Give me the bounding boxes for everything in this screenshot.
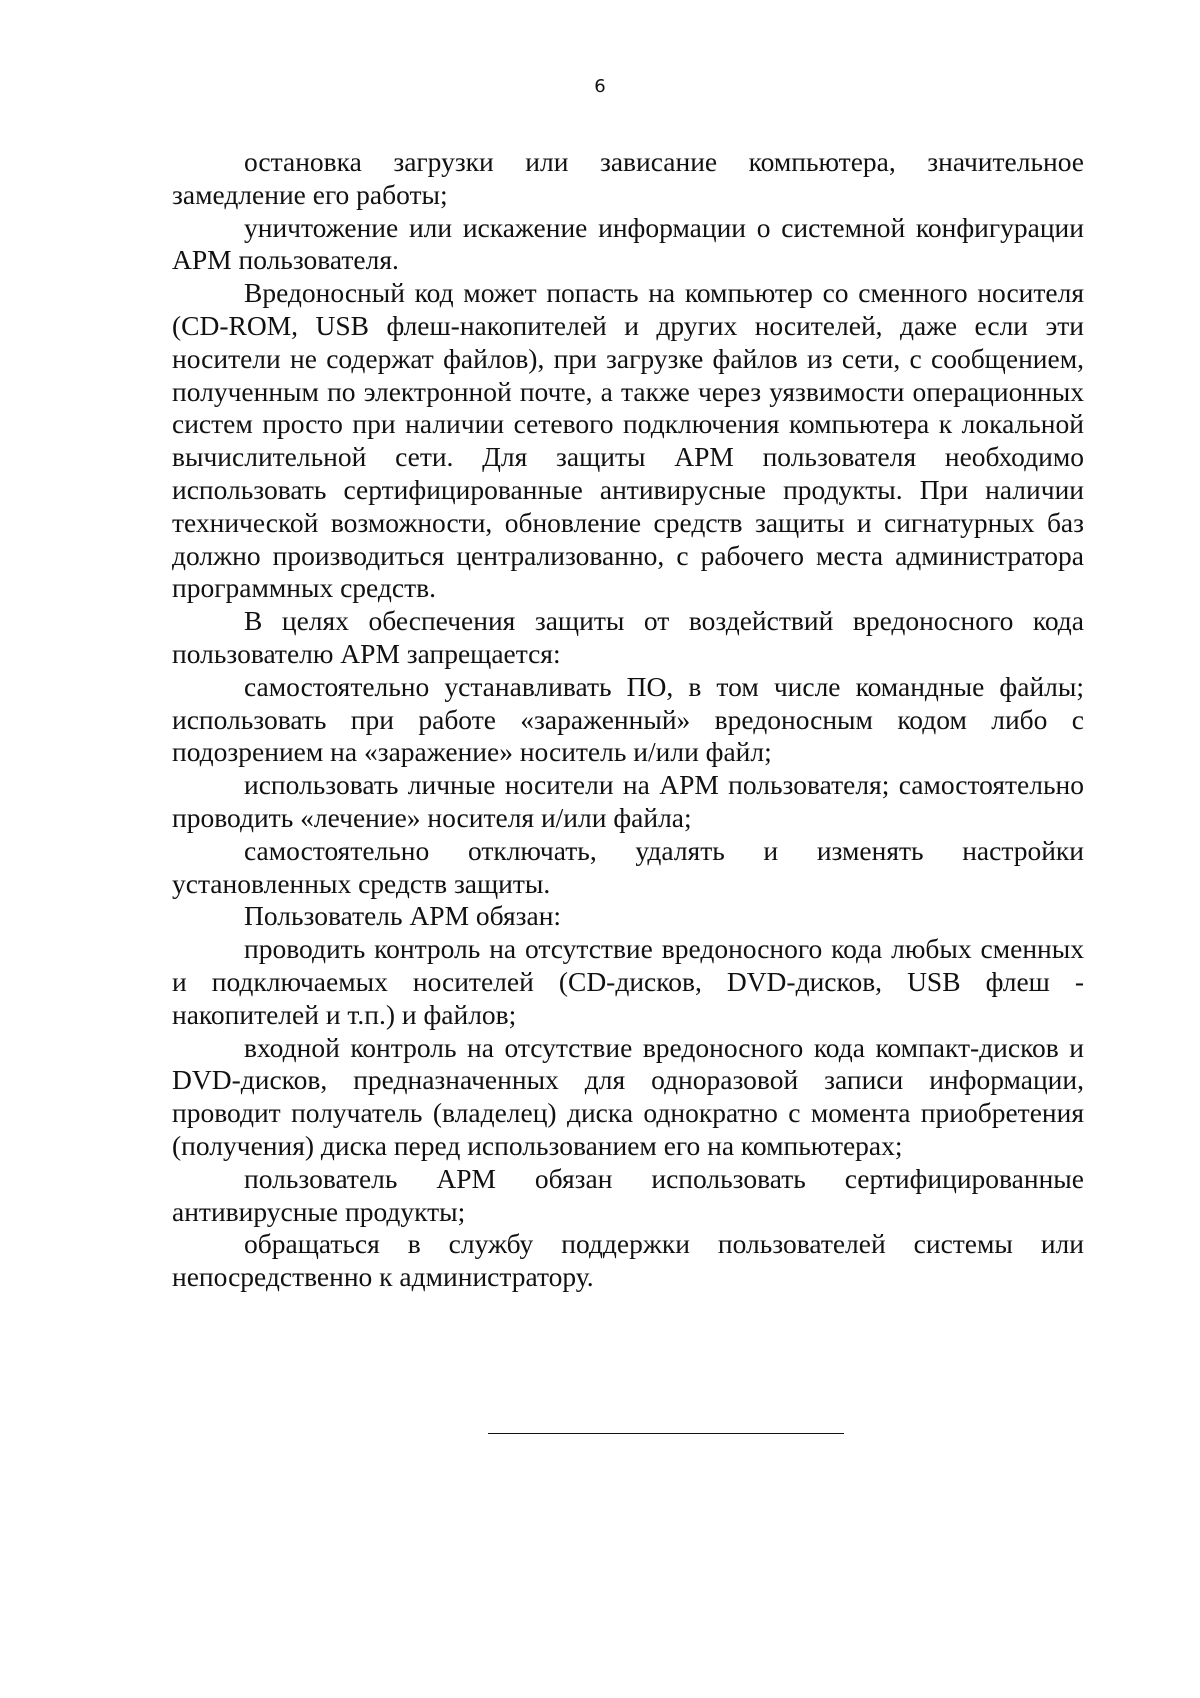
paragraph-11: пользователь АРМ обязан использовать сертифицированные антивирусные продукты;: [172, 1162, 1084, 1227]
paragraph-9: проводить контроль на отсутствие вредоносного кода любых сменных и подключаемых носителей (CD-дисков, DVD-дисков, USB флеш - накопителей и т.п.) и файлов;: [172, 933, 1084, 1030]
paragraph-6: использовать личные носители на АРМ пользователя; самостоятельно проводить «лечение» носителя и/или файла;: [172, 769, 1084, 833]
paragraph-7: самостоятельно отключать, удалять и изменять настройки установленных средств защиты.: [172, 834, 1084, 899]
paragraph-4: В целях обеспечения защиты от воздействий вредоносного кода пользователю АРМ запрещается:: [172, 605, 1084, 669]
body-text: [172, 146, 1084, 1294]
paragraph-8: Пользователь АРМ обязан:: [244, 900, 562, 932]
end-of-document-line: [488, 1433, 844, 1434]
paragraph-10: входной контроль на отсутствие вредоносного кода компакт-дисков и DVD-дисков, предназначенных для одноразовой записи информации, проводит получатель (владелец) диска однократно с момента приобретения (получения) диска перед использованием его на компьютерах;: [172, 1031, 1084, 1161]
paragraph-1: остановка загрузки или зависание компьютера, значительное замедление его работы;: [172, 146, 1084, 210]
paragraph-3: Вредоносный код может попасть на компьютер со сменного носителя (CD-ROM, USB флеш-накопителей и других носителей, даже если эти носители не содержат файлов), при загрузке файлов из сети, с сообщением, полученным по электронной почте, а также через уязвимости операционных систем просто при наличии сетевого подключения компьютера к локальной вычислительной сети. Для защиты АРМ пользователя необходимо использовать сертифицированные антивирусные продукты. При наличии технической возможности, обновление средств защиты и сигнатурных баз должно производиться централизованно, с рабочего места администратора программных средств.: [172, 277, 1084, 604]
paragraph-5: самостоятельно устанавливать ПО, в том числе командные файлы; использовать при работе «зараженный» вредоносным кодом либо с подозрением на «заражение» носитель и/или файл;: [172, 670, 1084, 768]
paragraph-2: уничтожение или искажение информации о системной конфигурации АРМ пользователя.: [172, 211, 1084, 276]
paragraph-12: обращаться в службу поддержки пользователей системы или непосредственно к администратору.: [172, 1228, 1084, 1293]
page-number: 6: [594, 76, 606, 97]
